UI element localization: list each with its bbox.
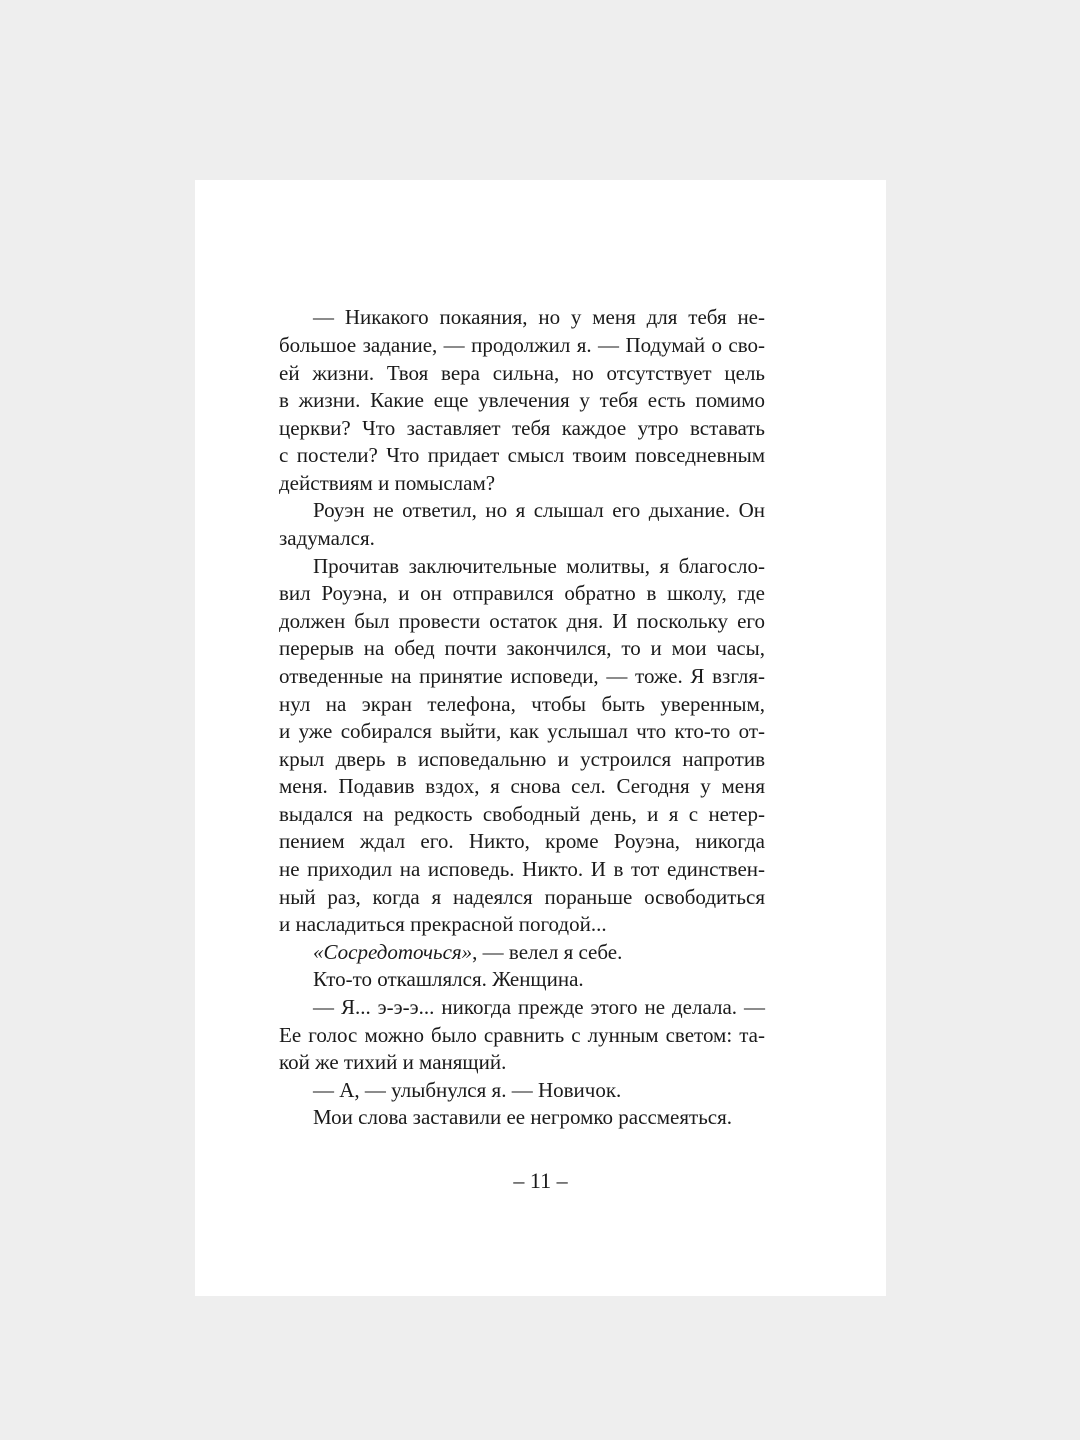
text-line: — А, — улыбнулся я. — Новичок.	[313, 1078, 622, 1102]
text-line: — Я... э-э-э... никогда прежде этого не делала. —	[313, 995, 765, 1019]
text-line: Мои слова заставили ее негромко рассмеяться.	[313, 1105, 733, 1129]
text-line: отведенные на принятие исповеди, — тоже. Я взгля-	[279, 664, 765, 688]
book-page	[195, 180, 886, 1296]
text-line-tail: , — велел я себе.	[472, 940, 623, 964]
text-line: Прочитав заключительные молитвы, я благосло-	[313, 554, 765, 578]
text-line: крыл дверь в исповедальню и устроился напротив	[279, 747, 765, 771]
italic-thought: «Сосредоточься»	[313, 940, 473, 964]
text-line: пением ждал его. Никто, кроме Роуэна, никогда	[279, 829, 765, 853]
text-line: ей жизни. Твоя вера сильна, но отсутствует цель	[279, 361, 765, 385]
text-line: — Никакого покаяния, но у меня для тебя не-	[313, 305, 765, 329]
text-line: и уже собирался выйти, как услышал что кто-то от-	[279, 719, 765, 743]
text-line	[313, 938, 765, 966]
page-number: – 11 –	[513, 1168, 568, 1193]
text-line: кой же тихий и манящий.	[279, 1050, 507, 1074]
text-line: ный раз, когда я надеялся пораньше освободиться	[279, 885, 765, 909]
text-line: выдался на редкость свободный день, и я с нетер-	[279, 802, 765, 826]
text-line: Ее голос можно было сравнить с лунным светом: та-	[279, 1023, 765, 1047]
text-line: Роуэн не ответил, но я слышал его дыхание. Он	[313, 498, 765, 522]
text-line: большое задание, — продолжил я. — Подумай о сво-	[279, 333, 765, 357]
text-line: должен был провести остаток дня. И поскольку его	[279, 609, 765, 633]
text-line: действиям и помыслам?	[279, 471, 496, 495]
text-line: меня. Подавив вздох, я снова сел. Сегодня у меня	[279, 774, 765, 798]
text-line: нул на экран телефона, чтобы быть уверенным,	[279, 692, 765, 716]
text-line: с постели? Что придает смысл твоим повседневным	[279, 443, 765, 467]
text-line: в жизни. Какие еще увлечения у тебя есть помимо	[279, 388, 765, 412]
text-line: задумался.	[279, 526, 375, 550]
text-line: Кто-то откашлялся. Женщина.	[313, 967, 584, 991]
text-line: церкви? Что заставляет тебя каждое утро вставать	[279, 416, 765, 440]
text-line: вил Роуэна, и он отправился обратно в школу, где	[279, 581, 765, 605]
text-line: перерыв на обед почти закончился, то и мои часы,	[279, 636, 765, 660]
text-line: и насладиться прекрасной погодой...	[279, 912, 607, 936]
text-line: не приходил на исповедь. Никто. И в тот единствен-	[279, 857, 765, 881]
